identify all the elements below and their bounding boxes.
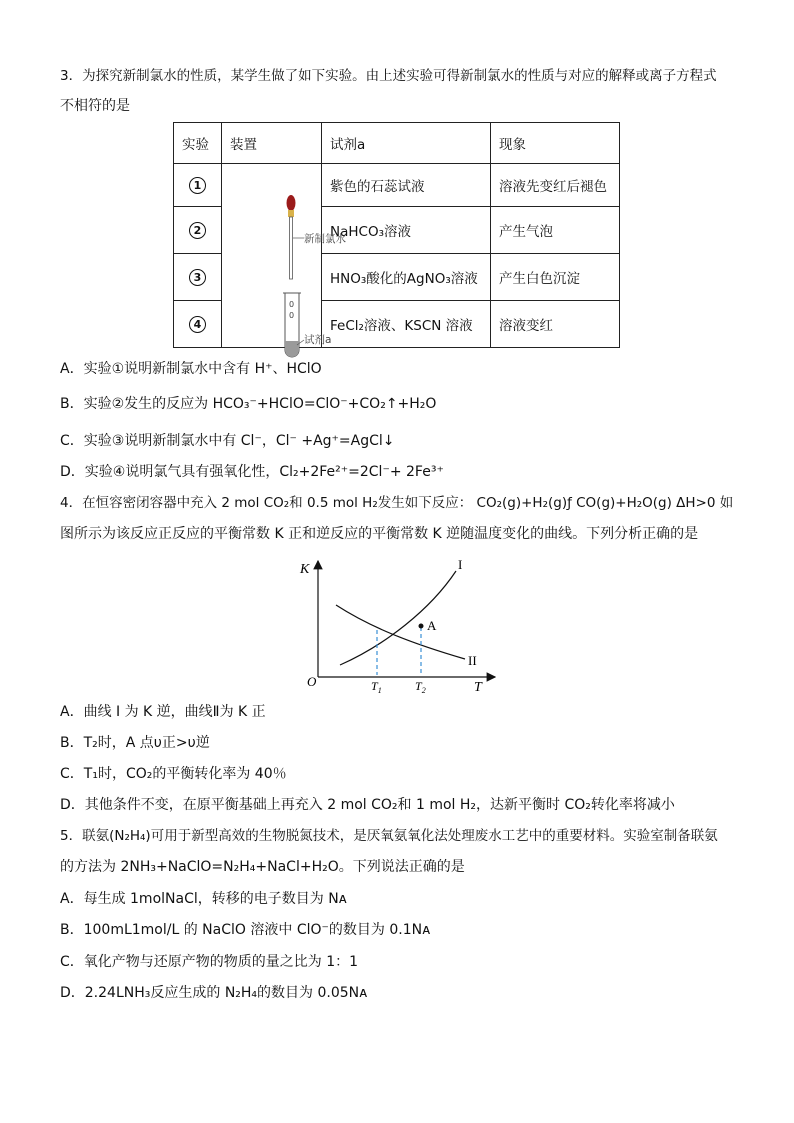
curve-1-label: I	[458, 557, 463, 572]
q5-option-b: B．100mL1mol/L 的 NaClO 溶液中 ClO⁻的数目为 0.1Nᴀ	[60, 922, 431, 938]
q4-stem-line1: 4．在恒容密闭容器中充入 2 mol CO₂和 0.5 mol H₂发生如下反应： CO₂(g)+H₂(g)ƒ CO(g)+H₂O(g) ΔH>0 如	[60, 495, 734, 511]
reagent-cell: 紫色的石蕊试液	[322, 164, 491, 207]
apparatus-illustration	[222, 165, 346, 347]
bubble-1: 0	[289, 299, 295, 309]
phenomenon-cell: 溶液先变红后褪色	[491, 164, 620, 207]
reagent-liquid	[285, 341, 299, 357]
phenomenon-cell: 产生白色沉淀	[491, 254, 620, 301]
tube-label: 试剂a	[304, 333, 332, 346]
q4-option-b: B．T₂时，A 点υ正>υ逆	[60, 735, 210, 751]
row-number: 1	[174, 164, 222, 207]
point-a-label: A	[427, 618, 437, 633]
dropper-tube	[290, 217, 293, 279]
bubble-2: 0	[289, 310, 295, 320]
q3-option-c: C．实验③说明新制氯水中有 Cl⁻，Cl⁻ +Ag⁺=AgCl↓	[60, 433, 395, 449]
row-number: 3	[174, 254, 222, 301]
row-number: 4	[174, 301, 222, 348]
q5-stem-line1: 5．联氨(N₂H₄)可用于新型高效的生物脱氮技术，是厌氧氨氧化法处理废水工艺中的重要材料。实验室制备联氨	[60, 828, 718, 844]
t1-label: $T_1$	[371, 679, 382, 695]
header-reagent: 试剂a	[322, 123, 491, 164]
k-temperature-graph	[290, 555, 510, 695]
curve-2-label: II	[468, 653, 477, 668]
phenomenon-cell: 产生气泡	[491, 207, 620, 254]
reagent-cell: NaHCO₃溶液	[322, 207, 491, 254]
q5-option-d: D．2.24LNH₃反应生成的 N₂H₄的数目为 0.05Nᴀ	[60, 985, 368, 1001]
reagent-cell: HNO₃酸化的AgNO₃溶液	[322, 254, 491, 301]
table-header-row	[174, 123, 620, 164]
q5-option-c: C．氧化产物与还原产物的物质的量之比为 1：1	[60, 954, 359, 970]
table-row	[174, 164, 620, 207]
x-axis-label: T	[474, 680, 482, 695]
header-phenomenon: 现象	[491, 123, 620, 164]
q5-option-a: A．每生成 1molNaCl，转移的电子数目为 Nᴀ	[60, 891, 347, 907]
header-apparatus: 装置	[222, 123, 322, 164]
q4-option-a: A．曲线 I 为 K 逆，曲线Ⅱ为 K 正	[60, 704, 266, 720]
q3-stem-line2: 不相符的是	[60, 98, 130, 114]
row-number: 2	[174, 207, 222, 254]
point-a	[419, 624, 424, 629]
y-axis-label: K	[300, 562, 310, 577]
header-experiment: 实验	[174, 123, 222, 164]
dropper-collar	[288, 210, 294, 217]
q3-option-a: A．实验①说明新制氯水中含有 H⁺、HClO	[60, 361, 322, 377]
t2-label: $T_2$	[415, 679, 426, 695]
q3-option-b: B．实验②发生的反应为 HCO₃⁻+HClO=ClO⁻+CO₂↑+H₂O	[60, 396, 437, 412]
q4-option-d: D．其他条件不变，在原平衡基础上再充入 2 mol CO₂和 1 mol H₂，达新平衡时 CO₂转化率将减小	[60, 797, 675, 813]
experiment-table	[173, 122, 620, 348]
dropper-label: 新制氯水	[304, 232, 346, 245]
q3-option-d: D．实验④说明氯气具有强氧化性，Cl₂+2Fe²⁺=2Cl⁻+ 2Fe³⁺	[60, 464, 444, 480]
dropper-bulb	[287, 195, 296, 211]
apparatus-cell	[222, 164, 346, 348]
q5-stem-line2: 的方法为 2NH₃+NaClO=N₂H₄+NaCl+H₂O。下列说法正确的是	[60, 859, 465, 875]
q4-option-c: C．T₁时，CO₂的平衡转化率为 40％	[60, 766, 287, 782]
q3-stem-line1: 3．为探究新制氯水的性质，某学生做了如下实验。由上述实验可得新制氯水的性质与对应的解释或离子方程式	[60, 68, 717, 84]
q4-stem-line2: 图所示为该反应正反应的平衡常数 K 正和逆反应的平衡常数 K 逆随温度变化的曲线。下列分析正确的是	[60, 526, 699, 542]
reagent-cell: FeCl₂溶液、KSCN 溶液	[322, 301, 491, 348]
origin-label: O	[307, 674, 317, 689]
curve-2	[336, 605, 465, 659]
phenomenon-cell: 溶液变红	[491, 301, 620, 348]
